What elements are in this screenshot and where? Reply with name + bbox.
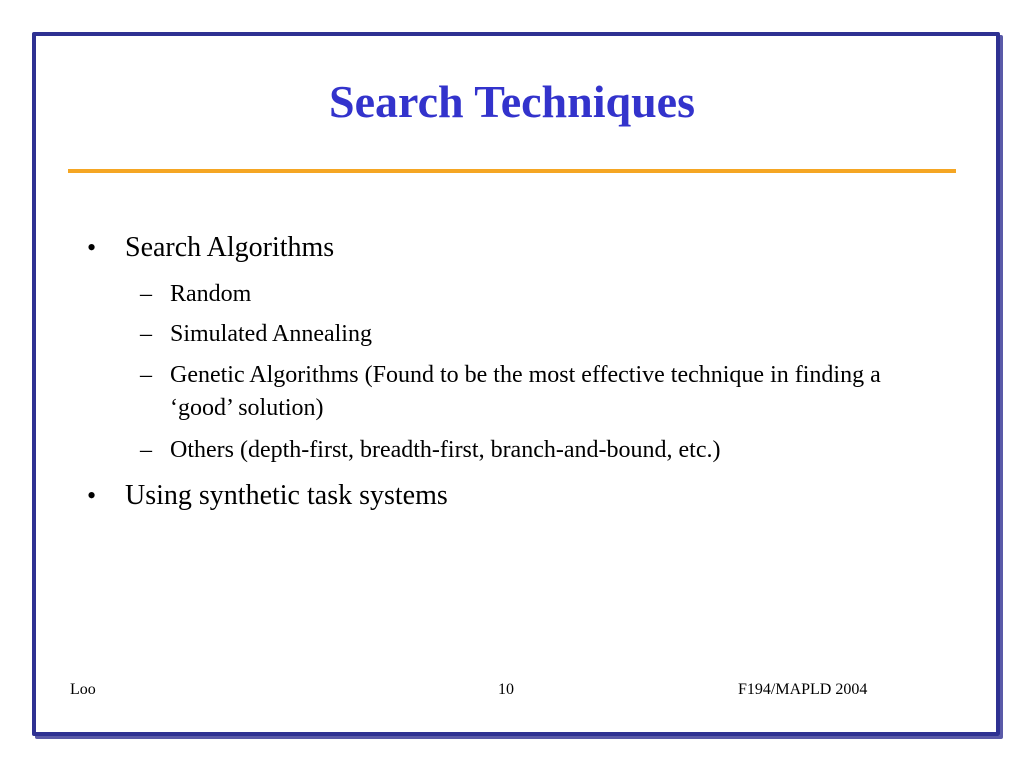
dash-marker: – xyxy=(140,321,152,347)
footer-author: Loo xyxy=(70,681,96,698)
bullet-marker: • xyxy=(87,233,97,262)
bullet-item xyxy=(87,231,335,265)
sub-item-text: Others (depth-first, breadth-first, branch-and-bound, etc.) xyxy=(170,437,721,463)
sub-item xyxy=(140,278,930,311)
sub-item-text: Genetic Algorithms (Found to be the most effective technique in finding a ‘good’ solution) xyxy=(170,362,881,421)
footer-event: F194/MAPLD 2004 xyxy=(738,681,868,698)
slide-title: Search Techniques xyxy=(329,76,695,127)
sub-item xyxy=(140,359,930,425)
sub-item-text: Random xyxy=(170,281,252,307)
sub-item xyxy=(140,318,930,351)
sub-item xyxy=(140,434,930,467)
bullet-text: Using synthetic task systems xyxy=(125,480,448,511)
dash-marker: – xyxy=(140,281,152,307)
bullet-item xyxy=(87,479,448,513)
bullet-text: Search Algorithms xyxy=(125,232,335,263)
dash-marker: – xyxy=(140,362,152,388)
footer-page-number: 10 xyxy=(498,681,514,698)
bullet-marker: • xyxy=(87,481,97,510)
sub-item-text: Simulated Annealing xyxy=(170,321,372,347)
title-underline xyxy=(68,169,956,173)
dash-marker: – xyxy=(140,437,152,463)
